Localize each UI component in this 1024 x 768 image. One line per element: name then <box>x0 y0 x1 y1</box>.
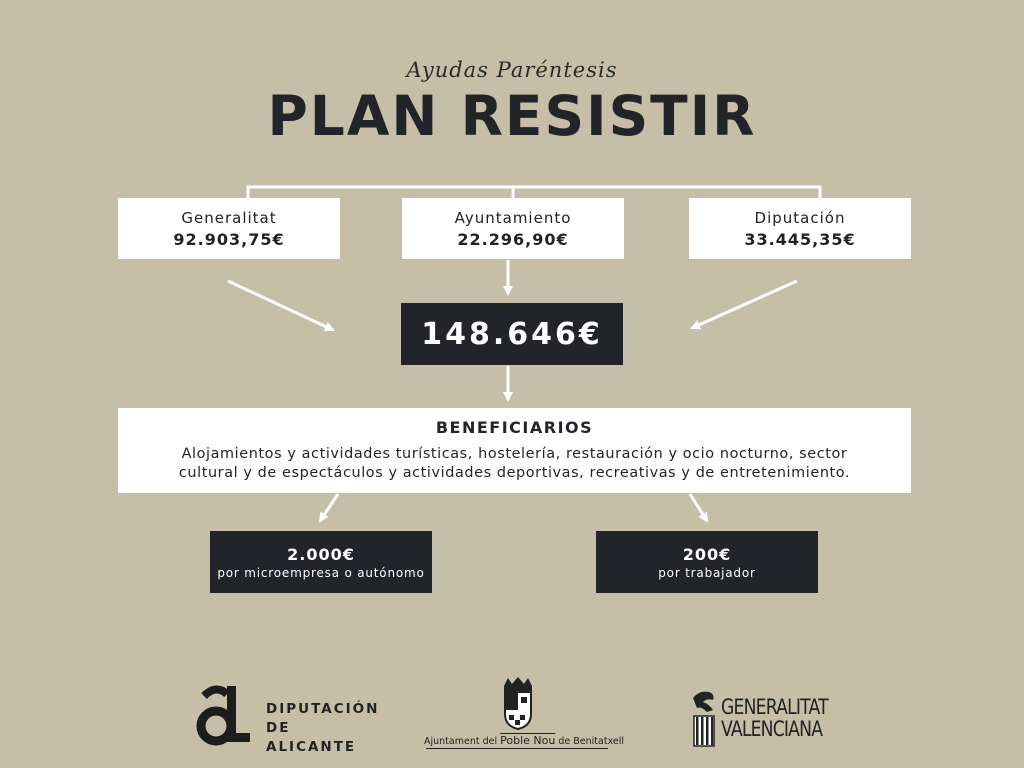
ajuntament-text-mid: Poble Nou <box>500 734 556 747</box>
generalitat-emblem-icon <box>689 688 719 748</box>
top-bracket <box>248 187 820 198</box>
beneficiaries-line-2: cultural y de espectáculos y actividades deportivas, recreativas y de entretenimiento. <box>178 465 851 481</box>
ajuntament-text-post: de Benitatxell <box>555 736 625 747</box>
total-box <box>401 303 623 365</box>
source-label: Generalitat <box>181 208 277 227</box>
ajuntament-logo <box>424 676 625 750</box>
total-amount: 148.646€ <box>421 316 603 352</box>
beneficiaries-description <box>118 445 911 483</box>
source-label: Ayuntamiento <box>454 208 572 227</box>
diputacion-logo-line2: DE ALICANTE <box>266 720 357 755</box>
aid-microempresa-box <box>210 531 432 593</box>
diputacion-al-emblem-icon <box>194 684 254 746</box>
generalitat-valenciana-logo <box>689 688 829 748</box>
aid-trabajador-box <box>596 531 818 593</box>
arrow-beneficiaries-to-aid1 <box>320 494 338 521</box>
diputacion-logo-line1: DIPUTACIÓN <box>266 701 380 717</box>
page-title: PLAN RESISTIR <box>267 84 757 148</box>
ajuntament-text-pre: Ajuntament del <box>424 736 501 747</box>
aid-amount: 200€ <box>682 544 732 564</box>
source-generalitat <box>118 198 340 259</box>
aid-description: por microempresa o autónomo <box>217 565 425 580</box>
arrow-beneficiaries-to-aid2 <box>690 494 707 521</box>
arrow-generalitat-to-total <box>228 281 333 330</box>
subtitle: Ayudas Paréntesis <box>406 58 618 82</box>
source-diputacion <box>689 198 911 259</box>
source-label: Diputación <box>754 208 846 227</box>
source-amount: 92.903,75€ <box>173 229 285 249</box>
generalitat-logo-line2: VALENCIANA <box>721 717 823 741</box>
aid-amount: 2.000€ <box>287 544 355 564</box>
source-amount: 22.296,90€ <box>457 229 569 249</box>
ajuntament-underline <box>426 748 608 749</box>
ajuntament-logo-text <box>424 734 624 747</box>
coat-of-arms-icon <box>500 676 536 730</box>
beneficiaries-line-1: Alojamientos y actividades turísticas, hostelería, restauración y ocio nocturno, sector <box>181 446 848 462</box>
generalitat-logo-line1: GENERALITAT <box>721 695 828 719</box>
beneficiaries-box <box>118 408 911 493</box>
source-amount: 33.445,35€ <box>744 229 856 249</box>
generalitat-logo-text <box>721 696 828 740</box>
arrow-diputacion-to-total <box>692 281 797 328</box>
diputacion-logo-text <box>266 700 379 757</box>
aid-description: por trabajador <box>658 565 756 580</box>
source-ayuntamiento <box>402 198 624 259</box>
diputacion-alicante-logo <box>194 684 380 755</box>
beneficiaries-title: BENEFICIARIOS <box>435 418 594 437</box>
